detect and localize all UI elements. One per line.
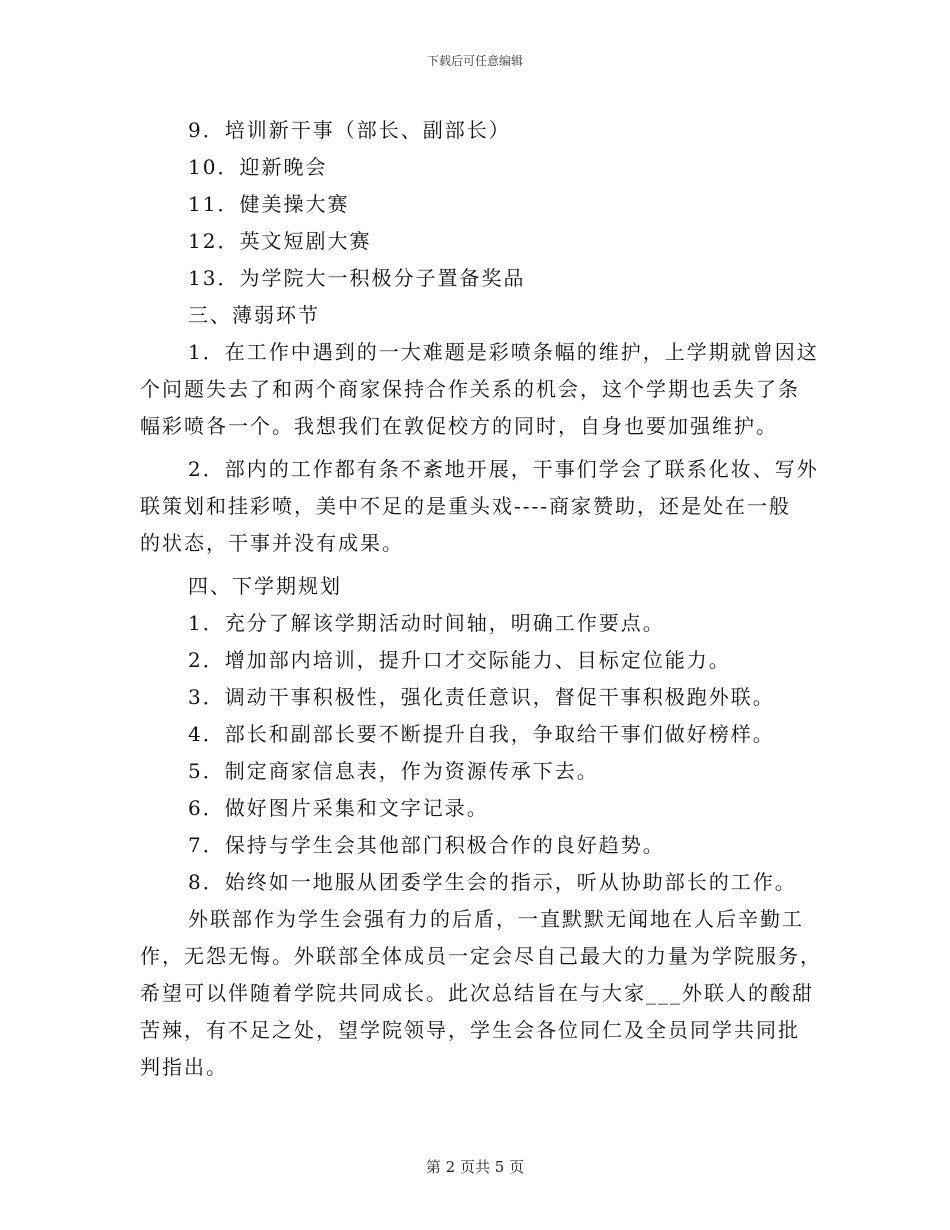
list-item: 4．部长和副部长要不断提升自我，争取给干事们做好榜样。 [188,722,775,746]
page-footer: 第 2 页共 5 页 [425,1158,525,1176]
list-item: 1．充分了解该学期活动时间轴，明确工作要点。 [188,611,665,635]
section-heading-weak-points: 三、薄弱环节 [188,303,320,327]
list-item: 2．增加部内培训，提升口才交际能力、目标定位能力。 [188,648,731,672]
list-item: 9．培训新干事（部长、副部长） [188,118,511,142]
list-item: 3．调动干事积极性，强化责任意识，督促干事积极跑外联。 [188,685,775,709]
paragraph-line: 联策划和挂彩喷，美中不足的是重头戏----商家赞助，还是处在一般 [140,494,792,518]
list-item: 12．英文短剧大赛 [188,229,372,253]
list-item: 6．做好图片采集和文字记录。 [188,796,489,820]
paragraph-line: 1．在工作中遇到的一大难题是彩喷条幅的维护，上学期就曾因这 [188,340,819,364]
activity-list [140,112,812,297]
weak-point-paragraph [140,451,819,562]
paragraph-line: 判指出。 [140,1055,228,1079]
plan-list [140,605,812,901]
paragraph-line: 的状态，干事并没有成果。 [140,531,404,555]
list-item: 13．为学院大一积极分子置备奖品 [188,266,526,290]
list-item: 10．迎新晚会 [188,155,328,179]
conclusion-paragraph [140,901,822,1086]
paragraph-line: 外联部作为学生会强有力的后盾，一直默默无闻地在人后辛勤工 [188,907,804,931]
paragraph-line: 希望可以伴随着学院共同成长。此次总结旨在与大家___外联人的酸甜 [140,981,814,1005]
list-item: 8．始终如一地服从团委学生会的指示，听从协助部长的工作。 [188,870,797,894]
list-item: 5．制定商家信息表，作为资源传承下去。 [188,759,599,783]
paragraph-line: 苦辣，有不足之处，望学院领导，学生会各位同仁及全员同学共同批 [140,1018,800,1042]
page-header: 下载后可任意编辑 [426,54,523,68]
section-heading-plans: 四、下学期规划 [188,574,342,598]
paragraph-line: 幅彩喷各一个。我想我们在敦促校方的同时，自身也要加强维护。 [140,414,778,438]
weak-point-paragraph [140,334,819,445]
list-item: 7．保持与学生会其他部门积极合作的良好趋势。 [188,833,665,857]
document-body [140,112,822,1086]
list-item: 11．健美操大赛 [188,192,350,216]
paragraph-line: 个问题失去了和两个商家保持合作关系的机会，这个学期也丢失了条 [140,377,800,401]
paragraph-line: 2．部内的工作都有条不紊地开展，干事们学会了联系化妆、写外 [188,457,819,481]
paragraph-line: 作，无怨无悔。外联部全体成员一定会尽自己最大的力量为学院服务， [140,944,822,968]
